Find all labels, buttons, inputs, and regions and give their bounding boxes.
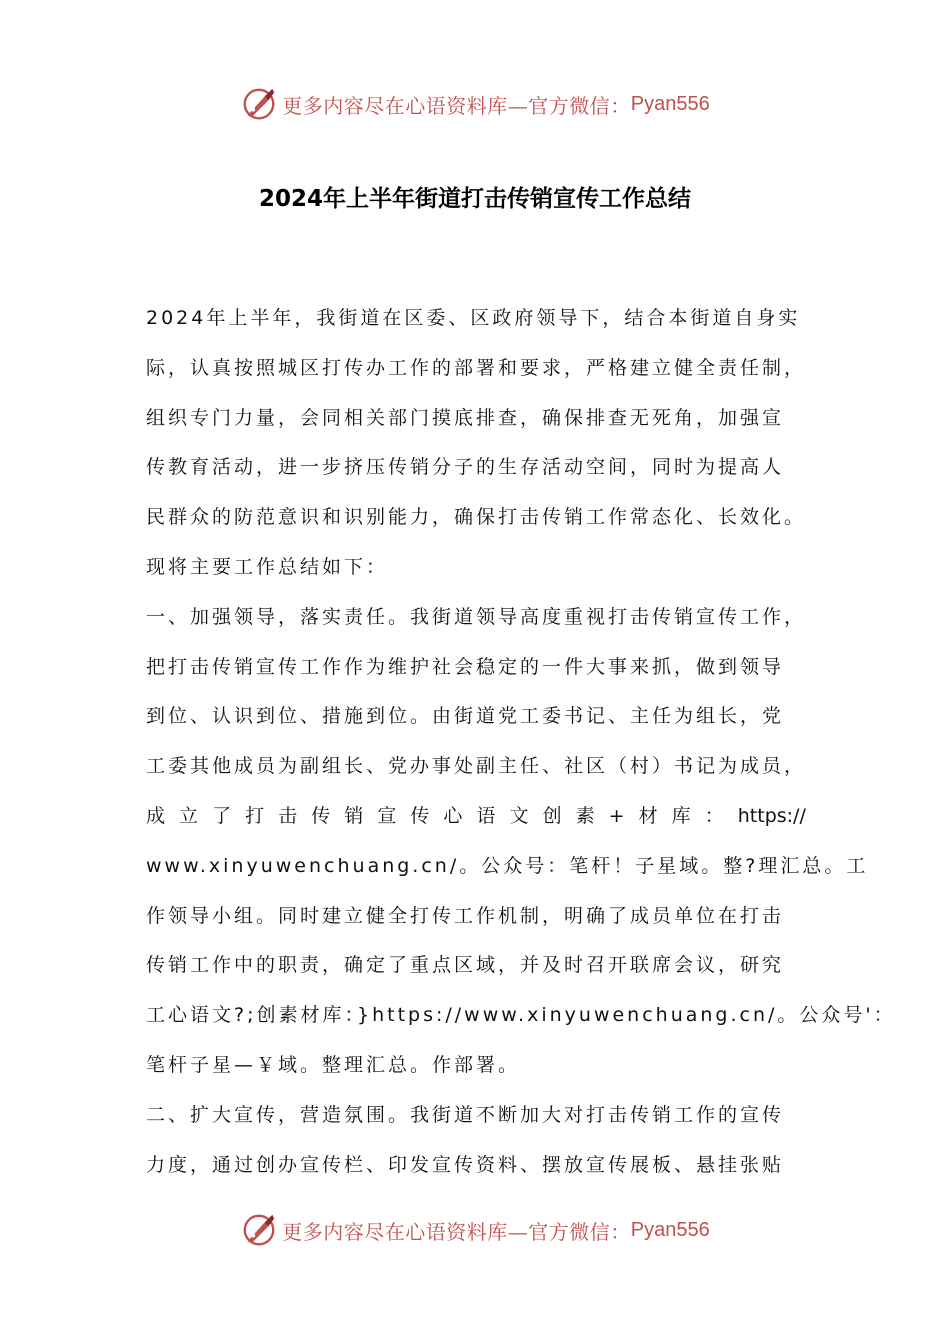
- document-title: 2024年上半年街道打击传销宣传工作总结: [258, 186, 691, 212]
- body-line: 笔杆子星—￥域。整理汇总。作部署。: [146, 1053, 521, 1076]
- justified-char: 成: [146, 804, 166, 827]
- body-line: 作领导小组。同时建立健全打传工作机制，明确了成员单位在打击: [146, 904, 785, 927]
- banner-text: 更多内容尽在心语资料库—官方微信：: [282, 1219, 631, 1244]
- justified-char: 立: [179, 804, 199, 827]
- body-line-justified: [146, 792, 806, 842]
- justified-char: 传: [410, 804, 430, 827]
- justified-char: +: [608, 804, 625, 827]
- body-line: 现将主要工作总结如下：: [146, 555, 389, 578]
- body-line: 工心语文?;创素材库：}https://www.xinyuwenchuang.cn/。公众号'：: [146, 1004, 896, 1027]
- pen-logo-icon: [240, 1211, 278, 1249]
- justified-char: 销: [344, 804, 364, 827]
- body-line: 二、扩大宣传，营造氛围。我街道不断加大对打击传销工作的宣传: [146, 1103, 785, 1126]
- banner-wechat-id: Pyan556: [630, 1218, 710, 1241]
- justified-url: https://: [737, 804, 806, 827]
- header-watermark-banner: [0, 84, 950, 124]
- document-body: [146, 294, 896, 1190]
- pen-logo-icon: [240, 85, 278, 123]
- body-line: 传教育活动，进一步挤压传销分子的生存活动空间，同时为提高人: [146, 456, 785, 479]
- body-line: 把打击传销宣传工作作为维护社会稳定的一件大事来抓，做到领导: [146, 655, 785, 678]
- body-line: 工委其他成员为副组长、党办事处副主任、社区（村）书记为成员，: [146, 755, 807, 778]
- justified-char: 了: [212, 804, 232, 827]
- justified-char: 材: [638, 804, 658, 827]
- body-line: 力度，通过创办宣传栏、印发宣传资料、摆放宣传展板、悬挂张贴: [146, 1153, 785, 1176]
- justified-char: 打: [245, 804, 265, 827]
- justified-char: 宣: [377, 804, 397, 827]
- body-line: 组织专门力量，会同相关部门摸底排查，确保排查无死角，加强宣: [146, 406, 785, 429]
- body-line: 传销工作中的职责，确定了重点区域，并及时召开联席会议，研究: [146, 954, 785, 977]
- body-line: 民群众的防范意识和识别能力，确保打击传销工作常态化、长效化。: [146, 506, 807, 529]
- body-line: 一、加强领导，落实责任。我街道领导高度重视打击传销宣传工作，: [146, 605, 807, 628]
- justified-char: 心: [443, 804, 463, 827]
- body-line: 际，认真按照城区打传办工作的部署和要求，严格建立健全责任制，: [146, 356, 807, 379]
- justified-char: ：: [704, 804, 724, 827]
- body-line: 2024年上半年，我街道在区委、区政府领导下，结合本街道自身实: [146, 307, 801, 329]
- justified-char: 库: [671, 804, 691, 827]
- body-line: 到位、认识到位、措施到位。由街道党工委书记、主任为组长，党: [146, 705, 785, 728]
- justified-char: 素: [575, 804, 595, 827]
- justified-char: 文: [509, 804, 529, 827]
- body-line: www.xinyuwenchuang.cn/。公众号：笔杆！子星域。整?理汇总。工: [146, 854, 869, 877]
- justified-char: 击: [278, 804, 298, 827]
- footer-watermark-banner: [0, 1210, 950, 1250]
- justified-char: 传: [311, 804, 331, 827]
- banner-text: 更多内容尽在心语资料库—官方微信：: [282, 93, 631, 118]
- justified-char: 语: [476, 804, 496, 827]
- justified-char: 创: [542, 804, 562, 827]
- banner-wechat-id: Pyan556: [630, 92, 710, 115]
